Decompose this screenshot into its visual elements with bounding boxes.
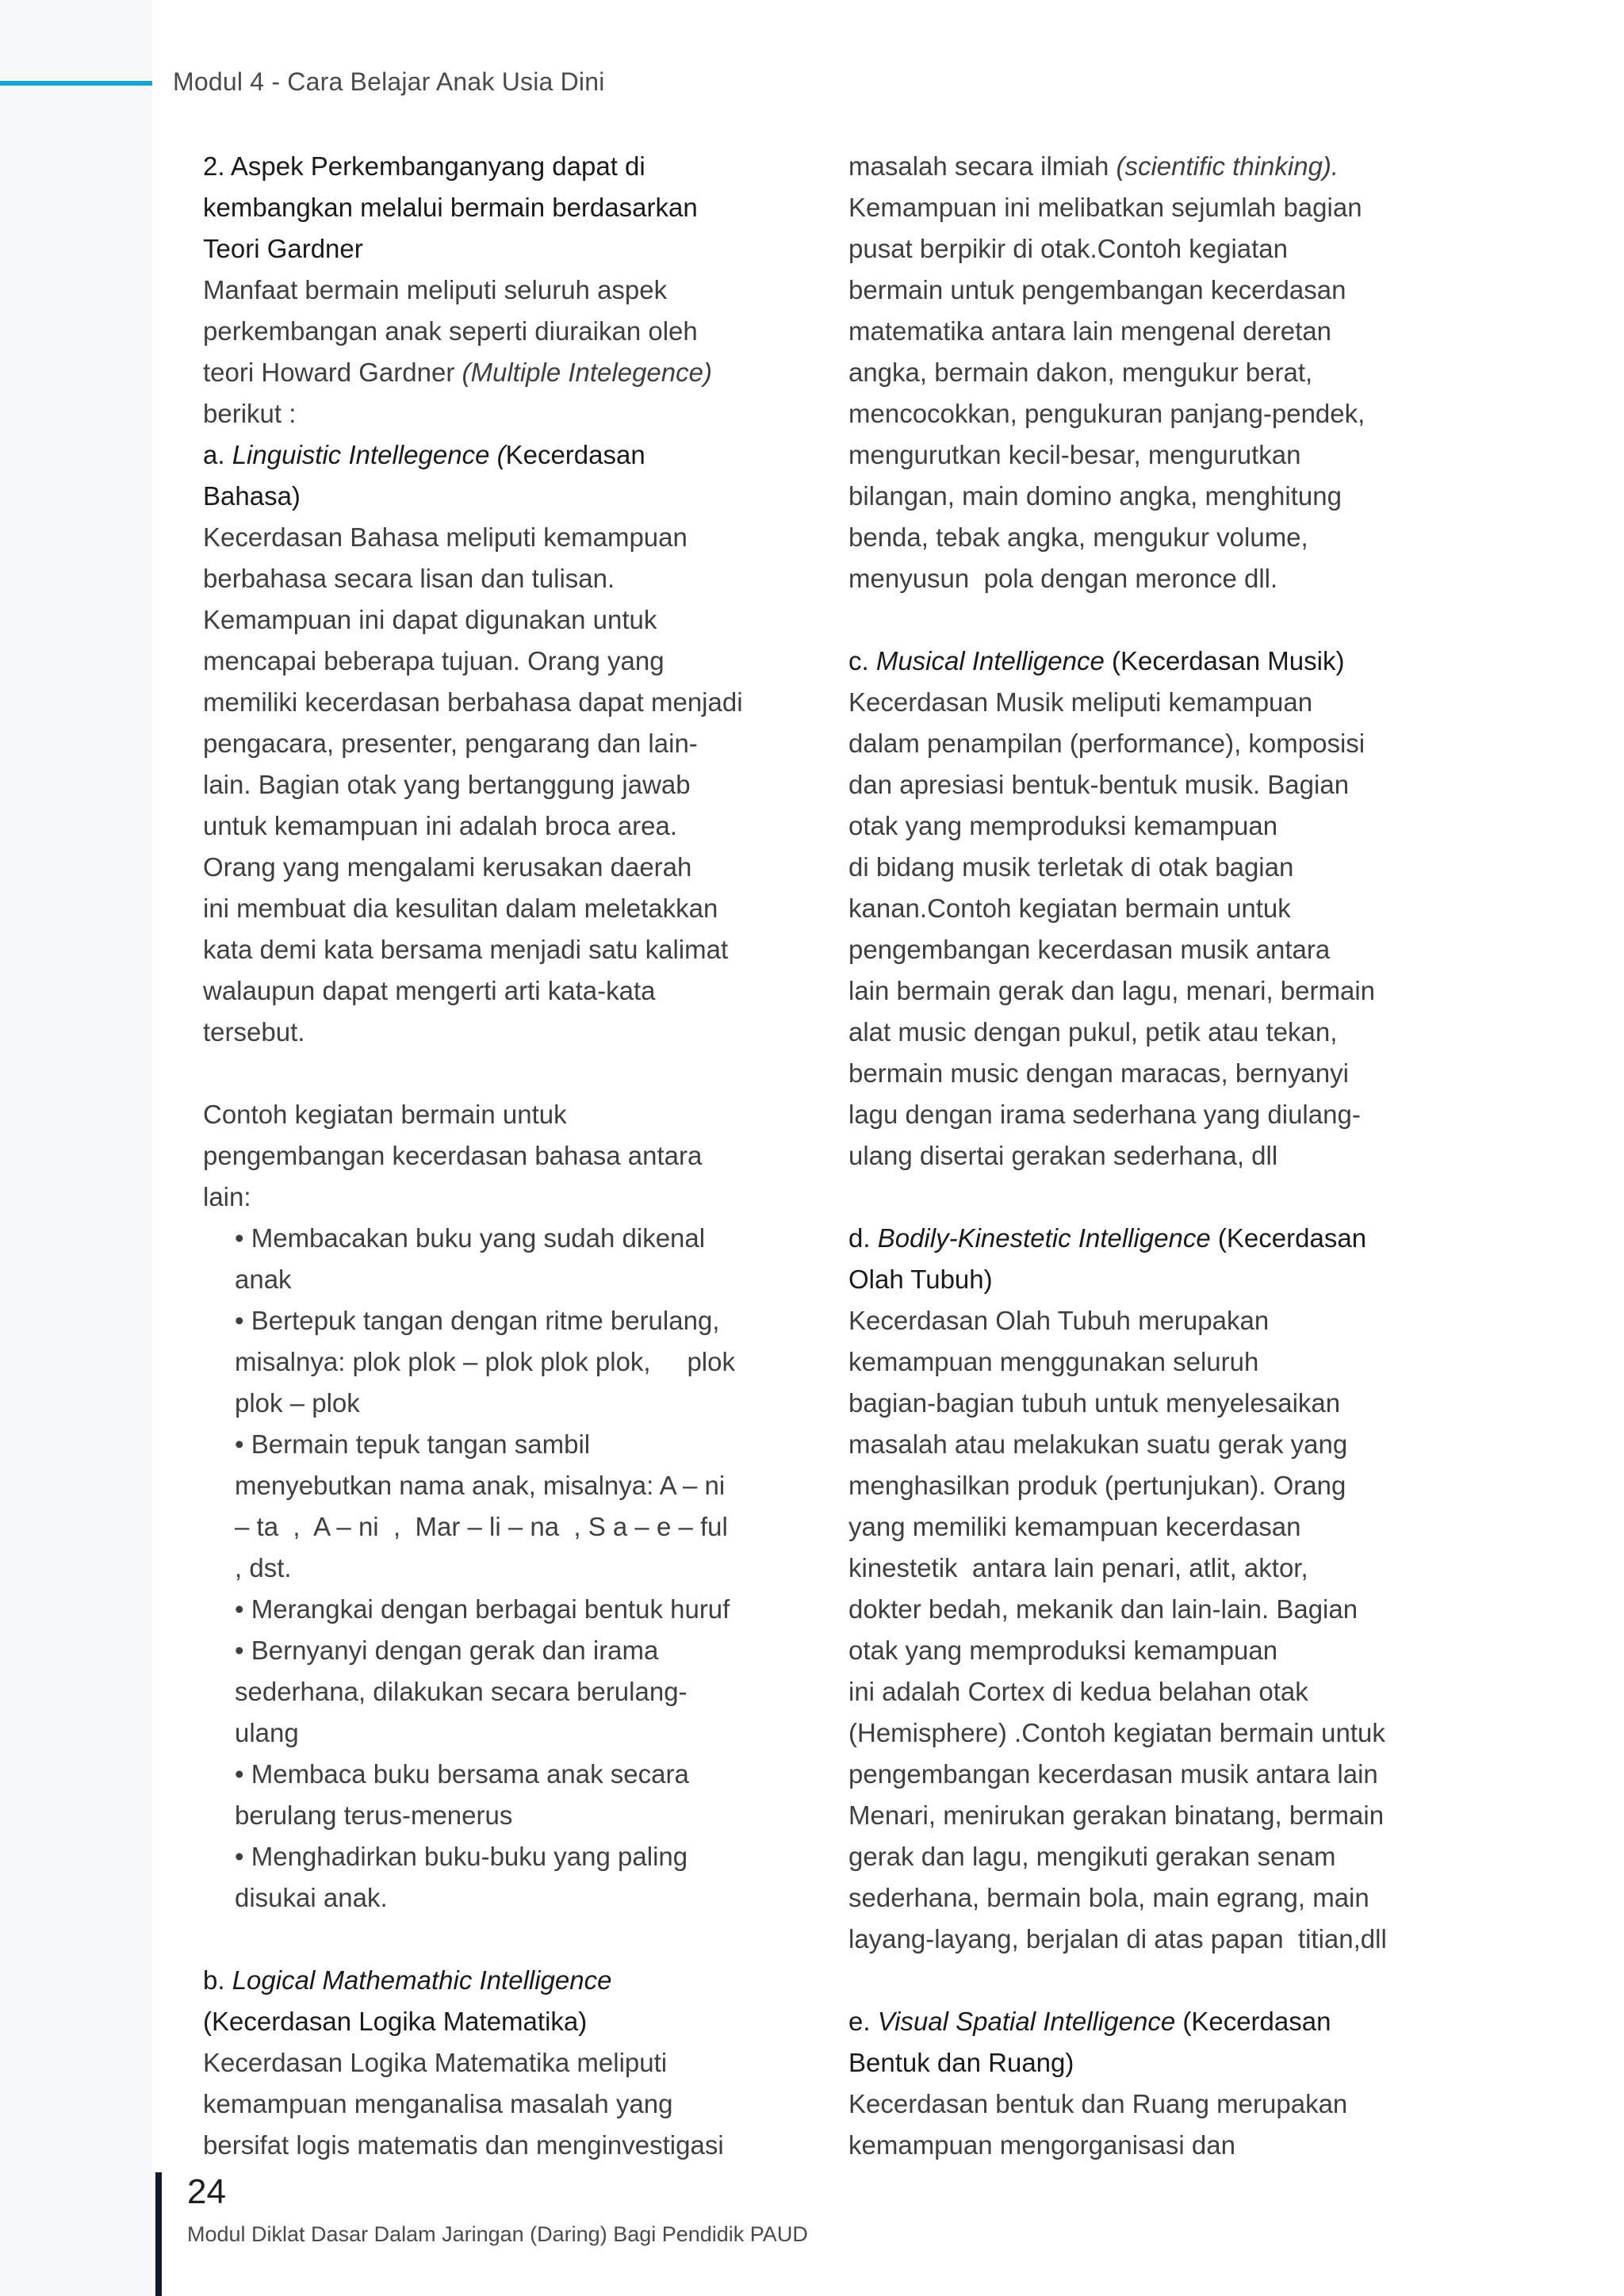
text-line: dalam penampilan (performance), komposisi [848,729,1365,758]
text-line: gerak dan lagu, mengikuti gerakan senam [848,1842,1336,1871]
text-line: pengembangan kecerdasan musik antara lain [848,1759,1378,1789]
text-line: bilangan, main domino angka, menghitung [848,481,1342,511]
text-line: walaupun dapat mengerti arti kata-kata [203,976,656,1005]
list-item: • Bermain tepuk tangan sambil [235,1429,591,1459]
spacer [848,599,1419,641]
subsection-heading-d: Olah Tubuh) [848,1265,993,1294]
text-line: Kecerdasan Olah Tubuh merupakan [848,1306,1270,1335]
text-line: kinestetik antara lain penari, atlit, aktor, [848,1553,1308,1582]
footer-accent-bar [155,2172,162,2296]
list-item: sederhana, dilakukan secara berulang- [235,1677,688,1706]
subsection-heading-e: e. Visual Spatial Intelligence (Kecerdasan [848,2007,1331,2036]
intro-text: berikut : [203,399,297,428]
subsection-heading-a: a. Linguistic Intellegence (Kecerdasan [203,440,645,469]
text-line: mencocokkan, pengukuran panjang-pendek, [848,399,1365,428]
text-line: sederhana, bermain bola, main egrang, main [848,1883,1369,1912]
subsection-heading-d: d. Bodily-Kinestetic Intelligence (Kecerdasan [848,1223,1367,1253]
text-line: lain: [203,1182,251,1211]
subsection-heading-a: Bahasa) [203,481,301,511]
text-line: untuk kemampuan ini adalah broca area. [203,811,678,840]
paragraph-visual [848,2084,1419,2166]
paragraph-bodily [848,1300,1419,1960]
text-line: bagian-bagian tubuh untuk menyelesaikan [848,1388,1341,1418]
subsection-heading-e: Bentuk dan Ruang) [848,2048,1074,2077]
header-accent-rule [0,81,152,86]
text-line: ulang disertai gerakan sederhana, dll [848,1141,1278,1170]
text-line: kemampuan mengorganisasi dan [848,2130,1235,2160]
text-line: lain. Bagian otak yang bertanggung jawab [203,770,691,799]
text-line: menyusun pola dengan meronce dll. [848,564,1278,593]
text-line: menghasilkan produk (pertunjukan). Orang [848,1471,1346,1500]
text-line: otak yang memproduksi kemampuan [848,1636,1278,1665]
footer-title: Modul Diklat Dasar Dalam Jaringan (Daring) Bagi Pendidik PAUD [187,2222,808,2246]
text-line: Kecerdasan Musik meliputi kemampuan [848,687,1313,717]
text-line: di bidang musik terletak di otak bagian [848,852,1294,882]
text-line: lain bermain gerak dan lagu, menari, bermain [848,976,1376,1005]
subsection-heading-b: (Kecerdasan Logika Matematika) [203,2007,588,2036]
text-line: Contoh kegiatan bermain untuk [203,1100,567,1129]
paragraph-musical [848,682,1419,1177]
spacer [203,1919,774,1960]
text-line: berbahasa secara lisan dan tulisan. [203,564,615,593]
list-item: • Bertepuk tangan dengan ritme berulang, [235,1306,720,1335]
text-line: mencapai beberapa tujuan. Orang yang [203,646,665,675]
text-line: memiliki kecerdasan berbahasa dapat menjadi [203,687,743,717]
right-column [848,146,1419,2166]
list-item: • Membaca buku bersama anak secara [235,1759,689,1789]
text-line: matematika antara lain mengenal deretan [848,316,1332,346]
list-item: disukai anak. [235,1883,388,1912]
bullet-list [203,1218,774,1919]
text-line: lagu dengan irama sederhana yang diulang- [848,1100,1361,1129]
list-item: • Membacakan buku yang sudah dikenal [235,1223,706,1253]
text-line: ini adalah Cortex di kedua belahan otak [848,1677,1308,1706]
list-item: berulang terus-menerus [235,1800,513,1830]
text-line: tersebut. [203,1017,305,1047]
left-margin-shade [0,0,152,2296]
paragraph-logical-cont: masalah secara ilmiah (scientific thinking). [848,151,1339,181]
section-heading: 2. Aspek Perkembanganyang dapat di [203,151,645,181]
text-line: dokter bedah, mekanik dan lain-lain. Bagian [848,1594,1358,1624]
text-line: masalah atau melakukan suatu gerak yang [848,1429,1348,1459]
text-line: kanan.Contoh kegiatan bermain untuk [848,894,1291,923]
list-item: ulang [235,1718,299,1747]
text-line: bermain music dengan maracas, bernyanyi [848,1058,1349,1088]
text-line: Kecerdasan Logika Matematika meliputi [203,2048,668,2077]
spacer [203,1053,774,1094]
spacer [848,1960,1419,2001]
text-line: alat music dengan pukul, petik atau tekan, [848,1017,1338,1047]
left-column [203,146,774,2166]
page-number: 24 [187,2172,226,2211]
paragraph-logical-cont [848,187,1419,599]
intro-text: teori Howard Gardner (Multiple Intelegence) [203,358,712,387]
intro-text: perkembangan anak seperti diuraikan oleh [203,316,698,346]
list-item: – ta , A – ni , Mar – li – na , S a – e – ful [235,1512,728,1541]
text-line: mengurutkan kecil-besar, mengurutkan [848,440,1301,469]
list-item: , dst. [235,1553,292,1582]
text-line: otak yang memproduksi kemampuan [848,811,1278,840]
text-line: yang memiliki kemampuan kecerdasan [848,1512,1301,1541]
list-item: menyebutkan nama anak, misalnya: A – ni [235,1471,726,1500]
list-item: • Menghadirkan buku-buku yang paling [235,1842,688,1871]
text-line: kata demi kata bersama menjadi satu kalimat [203,935,729,964]
text-line: dan apresiasi bentuk-bentuk musik. Bagian [848,770,1350,799]
text-line: benda, tebak angka, mengukur volume, [848,522,1308,552]
section-heading: kembangkan melalui bermain berdasarkan [203,193,698,222]
paragraph-linguistic [203,517,774,1053]
text-line: Menari, menirukan gerakan binatang, bermain [848,1800,1385,1830]
spacer [848,1177,1419,1218]
text-line: angka, bermain dakon, mengukur berat, [848,358,1313,387]
text-line: kemampuan menganalisa masalah yang [203,2089,673,2118]
text-line: kemampuan menggunakan seluruh [848,1347,1259,1376]
list-item: • Merangkai dengan berbagai bentuk huruf [235,1594,730,1624]
text-line: ini membuat dia kesulitan dalam meletakkan [203,894,718,923]
paragraph-linguistic-examples [203,1094,774,1218]
subsection-heading-b: b. Logical Mathemathic Intelligence [203,1965,612,1995]
list-item: • Bernyanyi dengan gerak dan irama [235,1636,659,1665]
text-line: bersifat logis matematis dan menginvestigasi [203,2130,724,2160]
list-item: plok – plok [235,1388,360,1418]
text-line: pusat berpikir di otak.Contoh kegiatan [848,234,1289,263]
text-line: (Hemisphere) .Contoh kegiatan bermain untuk [848,1718,1385,1747]
text-line: layang-layang, berjalan di atas papan titian,dll [848,1924,1387,1954]
running-header: Modul 4 - Cara Belajar Anak Usia Dini [173,67,605,96]
subsection-heading-c: c. Musical Intelligence (Kecerdasan Musik) [848,646,1345,675]
list-item: anak [235,1265,292,1294]
section-heading: Teori Gardner [203,234,363,263]
text-line: bermain untuk pengembangan kecerdasan [848,275,1346,304]
list-item: misalnya: plok plok – plok plok plok, plok [235,1347,735,1376]
text-line: Kemampuan ini melibatkan sejumlah bagian [848,193,1362,222]
text-line: Orang yang mengalami kerusakan daerah [203,852,692,882]
text-line: Kecerdasan Bahasa meliputi kemampuan [203,522,688,552]
text-line: Kecerdasan bentuk dan Ruang merupakan [848,2089,1348,2118]
paragraph-logical [203,2042,774,2166]
text-line: pengacara, presenter, pengarang dan lain- [203,729,698,758]
text-line: pengembangan kecerdasan musik antara [848,935,1331,964]
intro-text: Manfaat bermain meliputi seluruh aspek [203,275,668,304]
text-line: Kemampuan ini dapat digunakan untuk [203,605,657,634]
text-line: pengembangan kecerdasan bahasa antara [203,1141,703,1170]
